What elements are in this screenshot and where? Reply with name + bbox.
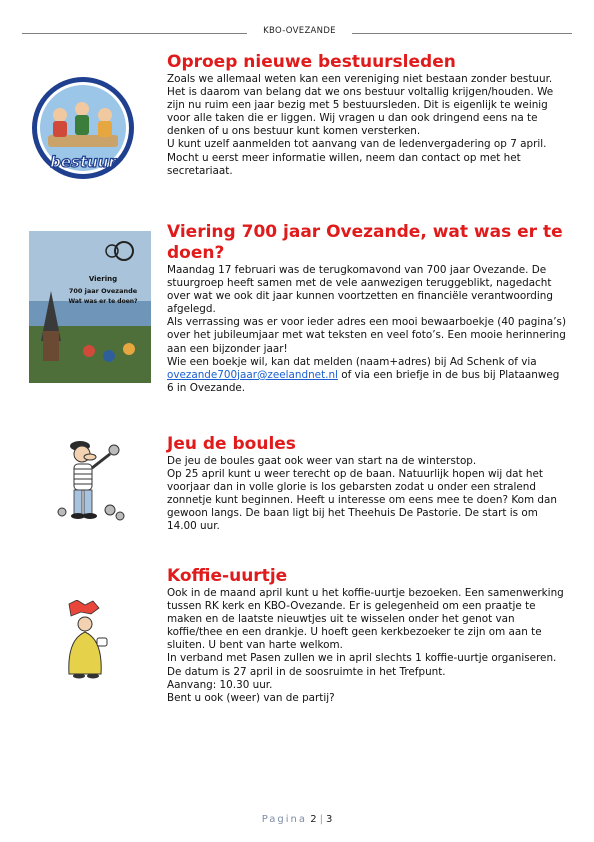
contact-prefix: Wie een boekje wil, kan dat melden (naam+adres) bij Ad Schenk of via [167,355,537,368]
article-viering [167,222,567,395]
bestuur-illustration [30,75,136,181]
svg-text:bestuur: bestuur [50,153,116,171]
article-body [167,264,567,395]
article-title: Jeu de boules [167,434,296,454]
cover-line2: 700 jaar Ovezande [68,287,138,295]
article-koffie-uurtje [167,566,567,705]
coffee-lady-illustration [55,600,113,680]
contact-paragraph [167,356,567,395]
article-jeu-de-boules [167,434,567,534]
article-bestuursleden [167,52,567,178]
footer-label: Pagina [261,814,307,825]
paragraph: Ook in de maand april kunt u het koffie-uurtje bezoeken. Een samenwerking tussen RK kerk en KBO-Ovezande. Er is gelegenheid om een praatje te maken en de laatste nieuwtjes uit te wisselen onder het genot van koffie/thee en een drankje. U hoeft geen kerkbezoeker te zijn om aan te sluiten. U bent van harte welkom. [167,587,564,652]
article-body [167,587,567,705]
paragraph: Maandag 17 februari was de terugkomavond van 700 jaar Ovezande. De stuurgroep heeft samen met de vele aanwezigen teruggeblikt, nagedacht over wat we ook dit jaar kunnen voortzetten en financiële verantwoording afgelegd. [167,264,553,316]
article-title: Oproep nieuwe bestuursleden [167,52,456,72]
footer-total-pages: 3 [325,814,333,825]
article-title: Koffie-uurtje [167,566,288,586]
paragraph: In verband met Pasen zullen we in april slechts 1 koffie-uurtje organiseren. De datum is 27 april in de soosruimte in het Trefpunt. [167,652,557,678]
paragraph: U kunt uzelf aanmelden tot aanvang van de ledenvergadering op 7 april. Mocht u eerst meer informatie willen, neem dan contact op met het secretariaat. [167,138,547,177]
paragraph: Aanvang: 10.30 uur. [167,678,273,691]
footer-separator: | [319,814,323,825]
jeu-de-boules-player-illustration [50,432,130,524]
paragraph: De jeu de boules gaat ook weer van start na de winterstop. [167,455,477,467]
article-body [167,73,567,178]
bestuur-label [50,153,117,171]
paragraph: Op 25 april kunt u weer terecht op de baan. Natuurlijk hopen wij dat het voorjaar dan in volle glorie is los gebarsten zodat u onder een stralend zonnetje kunt beginnen. Heeft u interesse om eens mee te doen? Kom dan gewoon langs. De baan ligt bij het Theehuis De Pastorie. De start is om 14.00 uur. [167,468,557,533]
paragraph: Als verrassing was er voor ieder adres een mooi bewaarboekje (40 pagina’s) over het jubileumjaar met wat teksten en veel foto’s. Een mooie herinnering aan een bijzonder jaar! [167,316,567,355]
paragraph: Zoals we allemaal weten kan een vereniging niet bestaan zonder bestuur. Het is daarom van belang dat we ons bestuur voltallig krijgen/houden. We zijn nu ruim een jaar bezig met 5 bestuursleden. Dit is eigenlijk te weinig voor alle taken die er liggen. Wij vragen u dan ook dringend eens na te denken of u ons bestuur kunt komen versterken. [167,73,554,138]
page-header [22,26,572,40]
page-footer [0,814,594,825]
header-rule-left [22,33,247,34]
article-body [167,455,567,534]
email-link[interactable]: ovezande700jaar@zeelandnet.nl [167,368,338,381]
article-title: Viering 700 jaar Ovezande, wat was er te doen? [167,222,563,263]
cover-line3: Wat was er te doen? [68,298,138,305]
footer-page-number: 2 [310,814,317,825]
cover-title: Viering [88,275,118,283]
viering-book-cover [29,231,151,383]
contact-suffix: of via een briefje in de bus bij Plataanweg 6 in Ovezande. [167,368,560,394]
header-title: KBO-OVEZANDE [263,26,336,36]
paragraph: Bent u ook (weer) van de partij? [167,691,335,704]
header-rule-right [352,33,572,34]
